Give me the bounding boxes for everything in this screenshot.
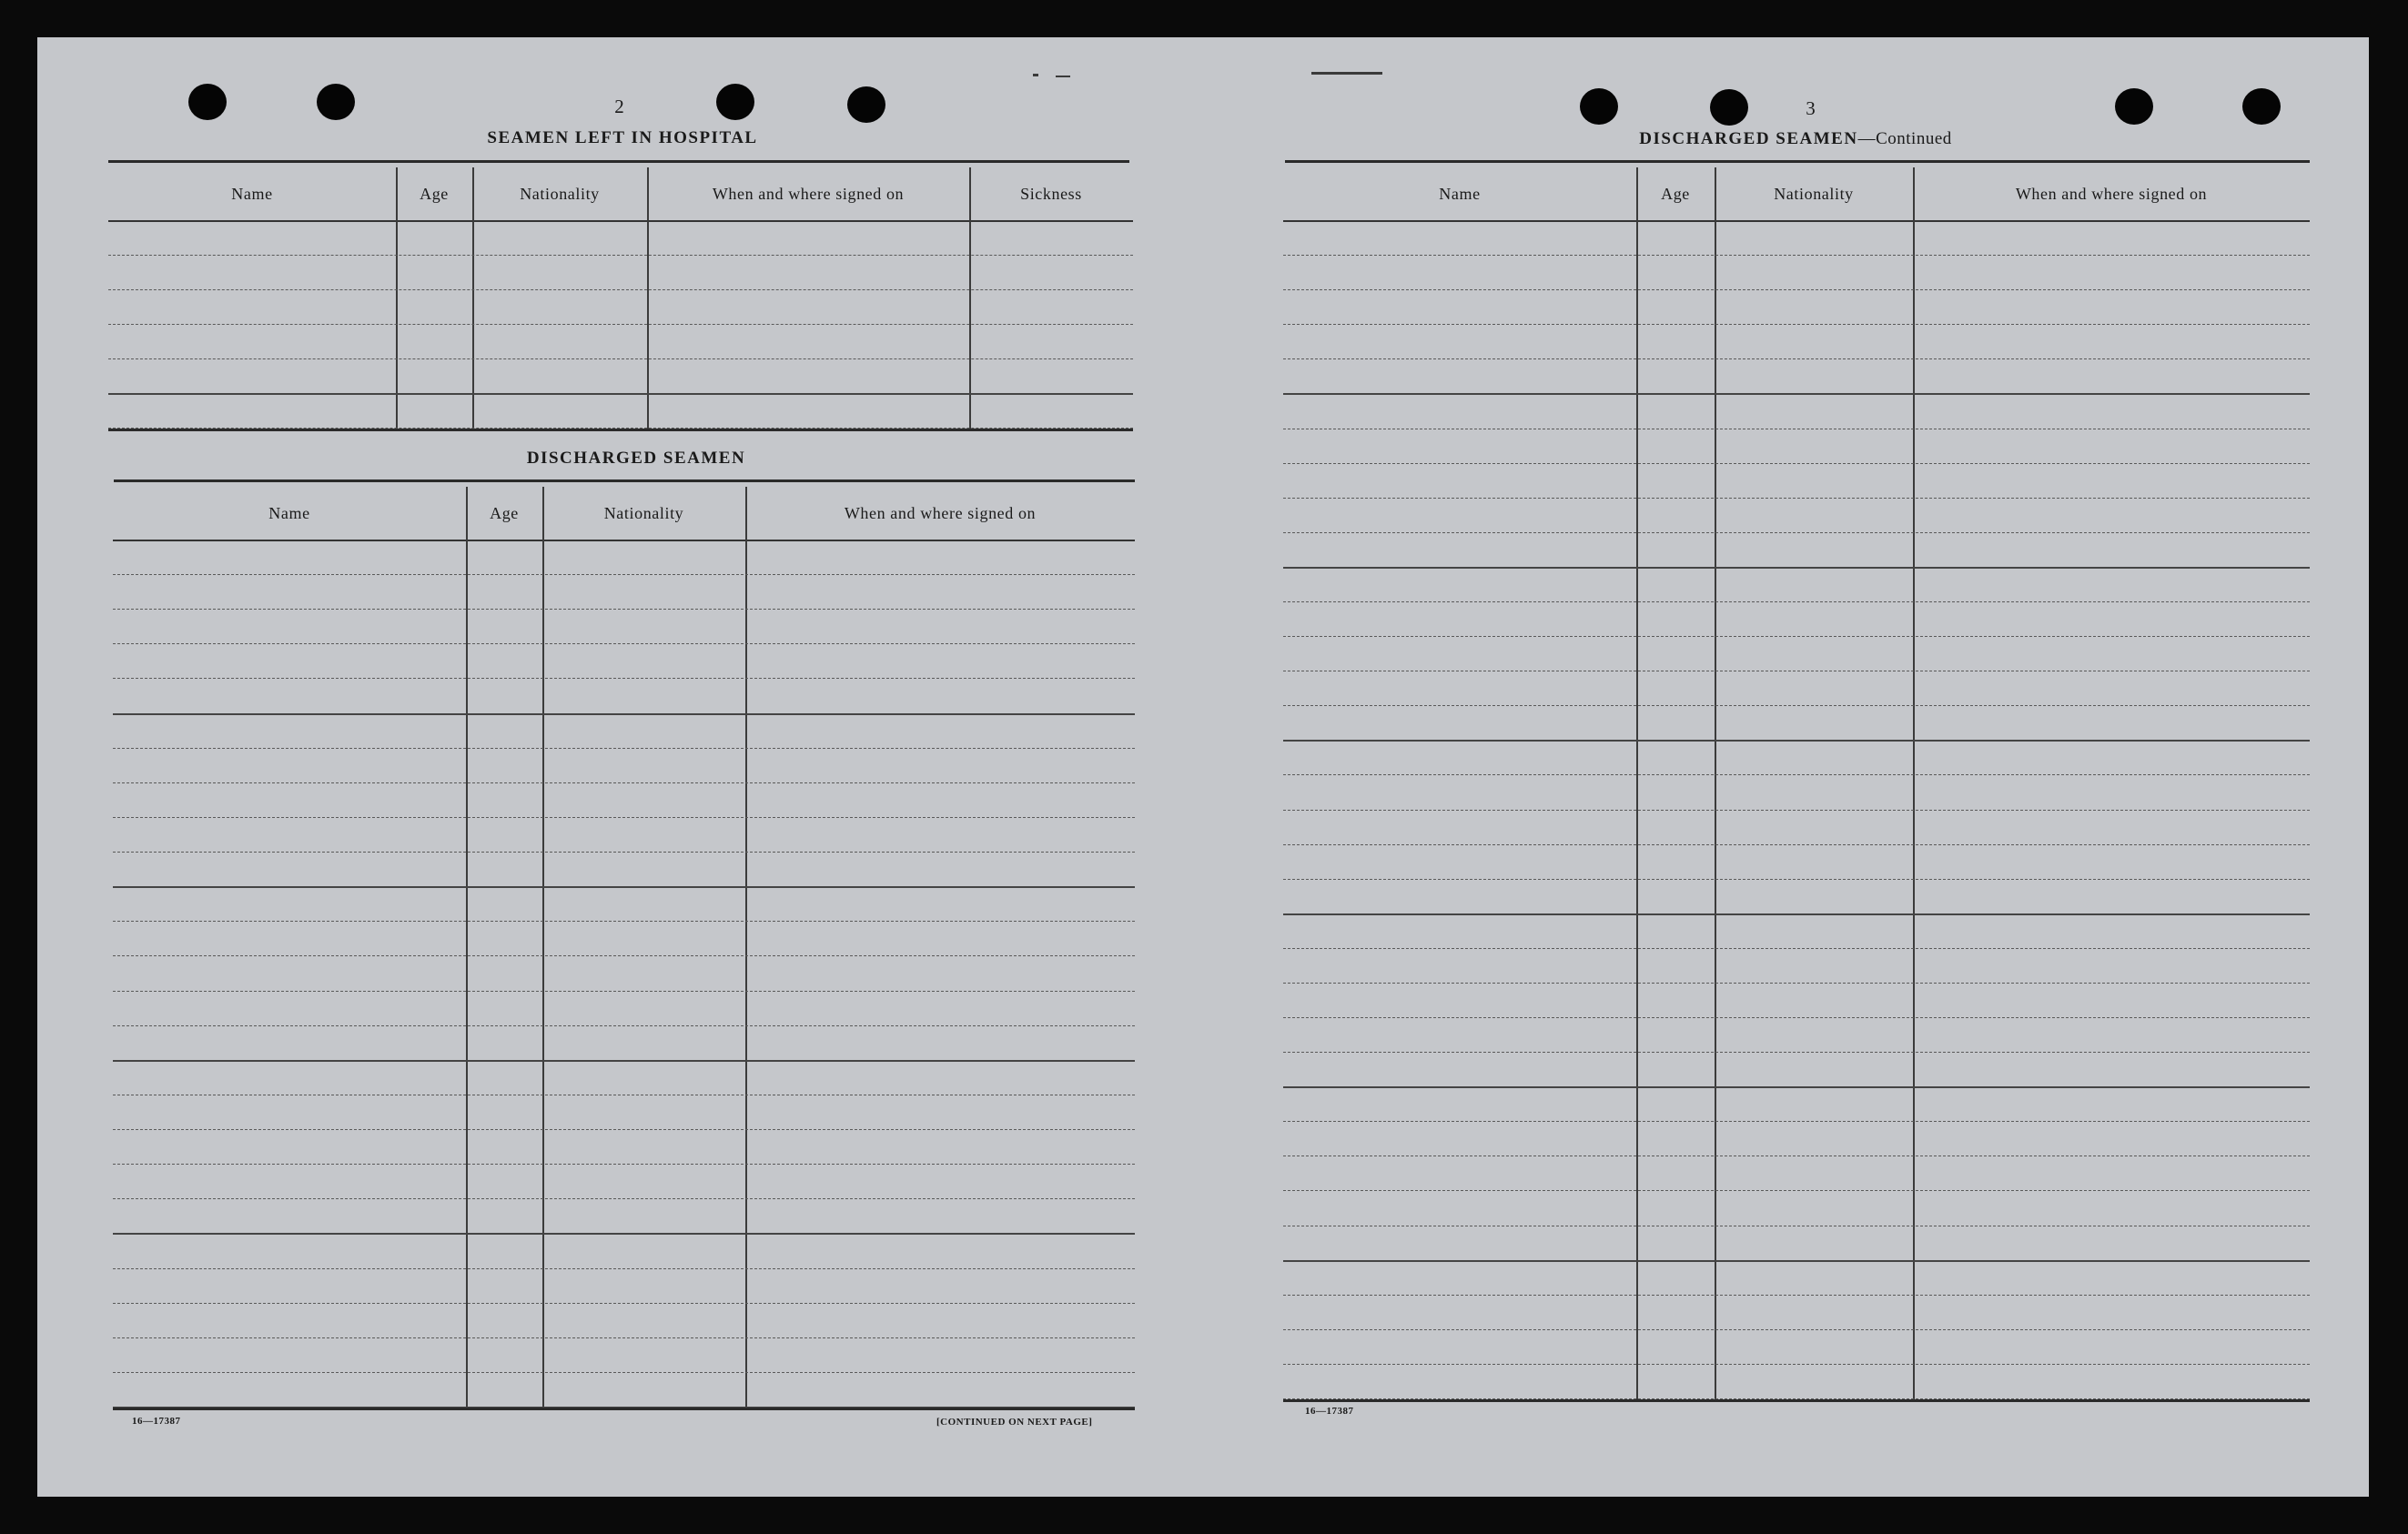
table-row[interactable]	[1283, 1086, 2310, 1088]
table-row[interactable]	[113, 1233, 1135, 1235]
continued-note: [CONTINUED ON NEXT PAGE]	[936, 1417, 1093, 1428]
table-row[interactable]	[1283, 567, 2310, 569]
table-row[interactable]	[1283, 705, 2310, 706]
table-row[interactable]	[1283, 1295, 2310, 1296]
column-divider	[466, 487, 468, 1410]
table-row[interactable]	[113, 1303, 1135, 1304]
table-row[interactable]	[113, 678, 1135, 679]
table-row[interactable]	[113, 1129, 1135, 1130]
section-title-hospital: SEAMEN LEFT IN HOSPITAL	[487, 128, 758, 147]
table-row[interactable]	[113, 991, 1135, 992]
scan-mark	[1311, 72, 1382, 75]
table-row[interactable]	[1283, 289, 2310, 290]
scan-mark	[1056, 76, 1070, 77]
table-row[interactable]	[1283, 810, 2310, 811]
column-header: When and where signed on	[2015, 184, 2208, 203]
form-number: 16—17387	[132, 1416, 181, 1427]
table-row[interactable]	[1283, 463, 2310, 464]
hospital-table	[108, 167, 1133, 431]
table-row[interactable]	[1283, 358, 2310, 359]
table-row[interactable]	[113, 921, 1135, 922]
column-divider	[1636, 167, 1638, 1402]
column-header: Age	[1661, 184, 1690, 203]
column-divider	[396, 167, 398, 431]
form-number: 16—17387	[1305, 1406, 1354, 1417]
bottom-rule	[113, 1408, 1135, 1410]
table-row[interactable]	[1283, 1052, 2310, 1053]
section-rule	[108, 160, 1129, 163]
table-row[interactable]	[113, 955, 1135, 956]
table-row[interactable]	[113, 886, 1135, 888]
page-number: 3	[1806, 97, 1816, 119]
column-header: When and where signed on	[844, 503, 1037, 522]
page-number: 2	[614, 96, 625, 117]
discharged-continued-table	[1283, 167, 2310, 1402]
table-row[interactable]	[113, 643, 1135, 644]
column-divider	[969, 167, 971, 431]
table-row[interactable]	[1283, 636, 2310, 637]
column-divider	[1913, 167, 1915, 1402]
table-row[interactable]	[113, 1198, 1135, 1199]
table-row[interactable]	[113, 713, 1135, 715]
table-row[interactable]	[113, 1337, 1135, 1338]
section-rule	[1285, 160, 2310, 163]
table-row[interactable]	[113, 1164, 1135, 1165]
column-header: Nationality	[520, 184, 600, 203]
section-title-discharged: DISCHARGED SEAMEN	[526, 449, 746, 468]
table-row[interactable]	[1283, 1121, 2310, 1122]
column-divider	[542, 487, 544, 1410]
punch-hole	[1580, 88, 1618, 125]
column-header: When and where signed on	[712, 184, 905, 203]
table-row[interactable]	[113, 782, 1135, 783]
section-title-text: DISCHARGED SEAMEN	[1639, 129, 1858, 148]
section-rule	[114, 479, 1135, 482]
table-row[interactable]	[1283, 532, 2310, 533]
header-rule	[113, 540, 1135, 541]
column-divider	[647, 167, 649, 431]
table-row[interactable]	[113, 609, 1135, 610]
table-row[interactable]	[108, 358, 1133, 359]
table-row[interactable]	[113, 1060, 1135, 1062]
discharged-table	[113, 487, 1135, 1410]
punch-hole	[188, 84, 227, 120]
bottom-rule	[1283, 1399, 2310, 1402]
table-row[interactable]	[113, 1025, 1135, 1026]
table-row[interactable]	[108, 255, 1133, 256]
table-row[interactable]	[1283, 1260, 2310, 1262]
table-row[interactable]	[1283, 844, 2310, 845]
table-row[interactable]	[1283, 913, 2310, 915]
table-row[interactable]	[1283, 601, 2310, 602]
punch-hole	[716, 84, 754, 120]
table-row[interactable]	[108, 324, 1133, 325]
table-row[interactable]	[1283, 1017, 2310, 1018]
column-header: Nationality	[1774, 184, 1854, 203]
column-divider	[745, 487, 747, 1410]
column-header: Name	[268, 503, 310, 522]
table-row[interactable]	[1283, 498, 2310, 499]
table-row[interactable]	[113, 817, 1135, 818]
column-divider	[472, 167, 474, 431]
table-row[interactable]	[113, 574, 1135, 575]
table-row[interactable]	[1283, 774, 2310, 775]
table-row[interactable]	[1283, 983, 2310, 984]
column-header: Nationality	[603, 503, 684, 522]
column-header: Name	[231, 184, 273, 203]
header-rule	[1283, 220, 2310, 222]
column-divider	[1715, 167, 1716, 1402]
table-row[interactable]	[1283, 740, 2310, 742]
table-row[interactable]	[1283, 393, 2310, 395]
table-row[interactable]	[1283, 255, 2310, 256]
table-row[interactable]	[1283, 324, 2310, 325]
column-header: Age	[420, 184, 449, 203]
column-header: Age	[490, 503, 519, 522]
punch-hole	[317, 84, 355, 120]
table-row[interactable]	[108, 289, 1133, 290]
table-row[interactable]	[1283, 948, 2310, 949]
punch-hole	[1710, 89, 1748, 126]
table-row[interactable]	[113, 1372, 1135, 1373]
section-title-discharged-continued	[1639, 129, 1952, 149]
table-row[interactable]	[1283, 1329, 2310, 1330]
punch-hole	[847, 86, 885, 123]
table-row[interactable]	[1283, 1364, 2310, 1365]
table-row[interactable]	[108, 393, 1133, 395]
table-row[interactable]	[113, 748, 1135, 749]
table-row[interactable]	[113, 1268, 1135, 1269]
bottom-rule	[108, 429, 1133, 431]
table-row[interactable]	[113, 852, 1135, 853]
section-title-suffix: —Continued	[1857, 129, 1952, 148]
table-row[interactable]	[1283, 879, 2310, 880]
punch-hole	[2115, 88, 2153, 125]
scanned-document	[37, 37, 2369, 1497]
punch-hole	[2242, 88, 2281, 125]
column-header: Name	[1439, 184, 1481, 203]
header-rule	[108, 220, 1133, 222]
scan-mark	[1033, 74, 1038, 76]
column-header: Sickness	[1020, 184, 1082, 203]
table-row[interactable]	[1283, 1190, 2310, 1191]
